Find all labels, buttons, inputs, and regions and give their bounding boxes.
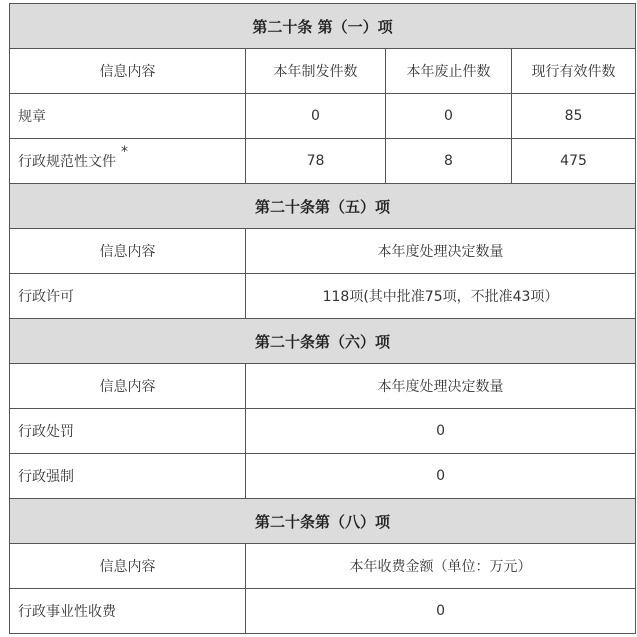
header-decision-count: 本年度处理决定数量 [246,364,636,409]
asterisk-mark: * [121,144,128,160]
cell-value: 0 [246,409,636,454]
column-header-row [10,364,636,409]
header-info-content: 信息内容 [10,364,246,409]
cell-value: 0 [386,94,512,139]
table-row [10,274,636,319]
cell-value: 78 [246,139,386,184]
section-title: 第二十条 第（一）项 [10,4,636,49]
row-label: 行政许可 [10,274,246,319]
header-info-content: 信息内容 [10,229,246,274]
header-repealed-count: 本年废止件数 [386,49,512,94]
table-row [10,409,636,454]
column-header-row [10,544,636,589]
cell-value: 0 [246,94,386,139]
table-row [10,94,636,139]
row-label: 行政强制 [10,454,246,499]
header-info-content: 信息内容 [10,544,246,589]
row-label: 行政处罚 [10,409,246,454]
column-header-row [10,229,636,274]
header-decision-count: 本年度处理决定数量 [246,229,636,274]
section-title: 第二十条第（五）项 [10,184,636,229]
disclosure-table [9,3,636,634]
table-row [10,589,636,634]
section-title: 第二十条第（八）项 [10,499,636,544]
header-fee-amount: 本年收费金额（单位：万元） [246,544,636,589]
header-info-content: 信息内容 [10,49,246,94]
header-issued-count: 本年制发件数 [246,49,386,94]
cell-value: 85 [512,94,636,139]
header-valid-count: 现行有效件数 [512,49,636,94]
row-label-text: 行政规范性文件 [18,154,116,170]
column-header-row [10,49,636,94]
cell-value: 0 [246,454,636,499]
section-title: 第二十条第（六）项 [10,319,636,364]
table-row [10,139,636,184]
row-label-cell [10,139,246,184]
section-header-row [10,319,636,364]
cell-value: 8 [386,139,512,184]
row-label: 行政事业性收费 [10,589,246,634]
cell-value: 118项(其中批准75项，不批准43项） [246,274,636,319]
section-header-row [10,4,636,49]
cell-value: 475 [512,139,636,184]
section-header-row [10,499,636,544]
row-label: 规章 [10,94,246,139]
cell-value: 0 [246,589,636,634]
section-header-row [10,184,636,229]
table-row [10,454,636,499]
row-label [18,144,128,170]
